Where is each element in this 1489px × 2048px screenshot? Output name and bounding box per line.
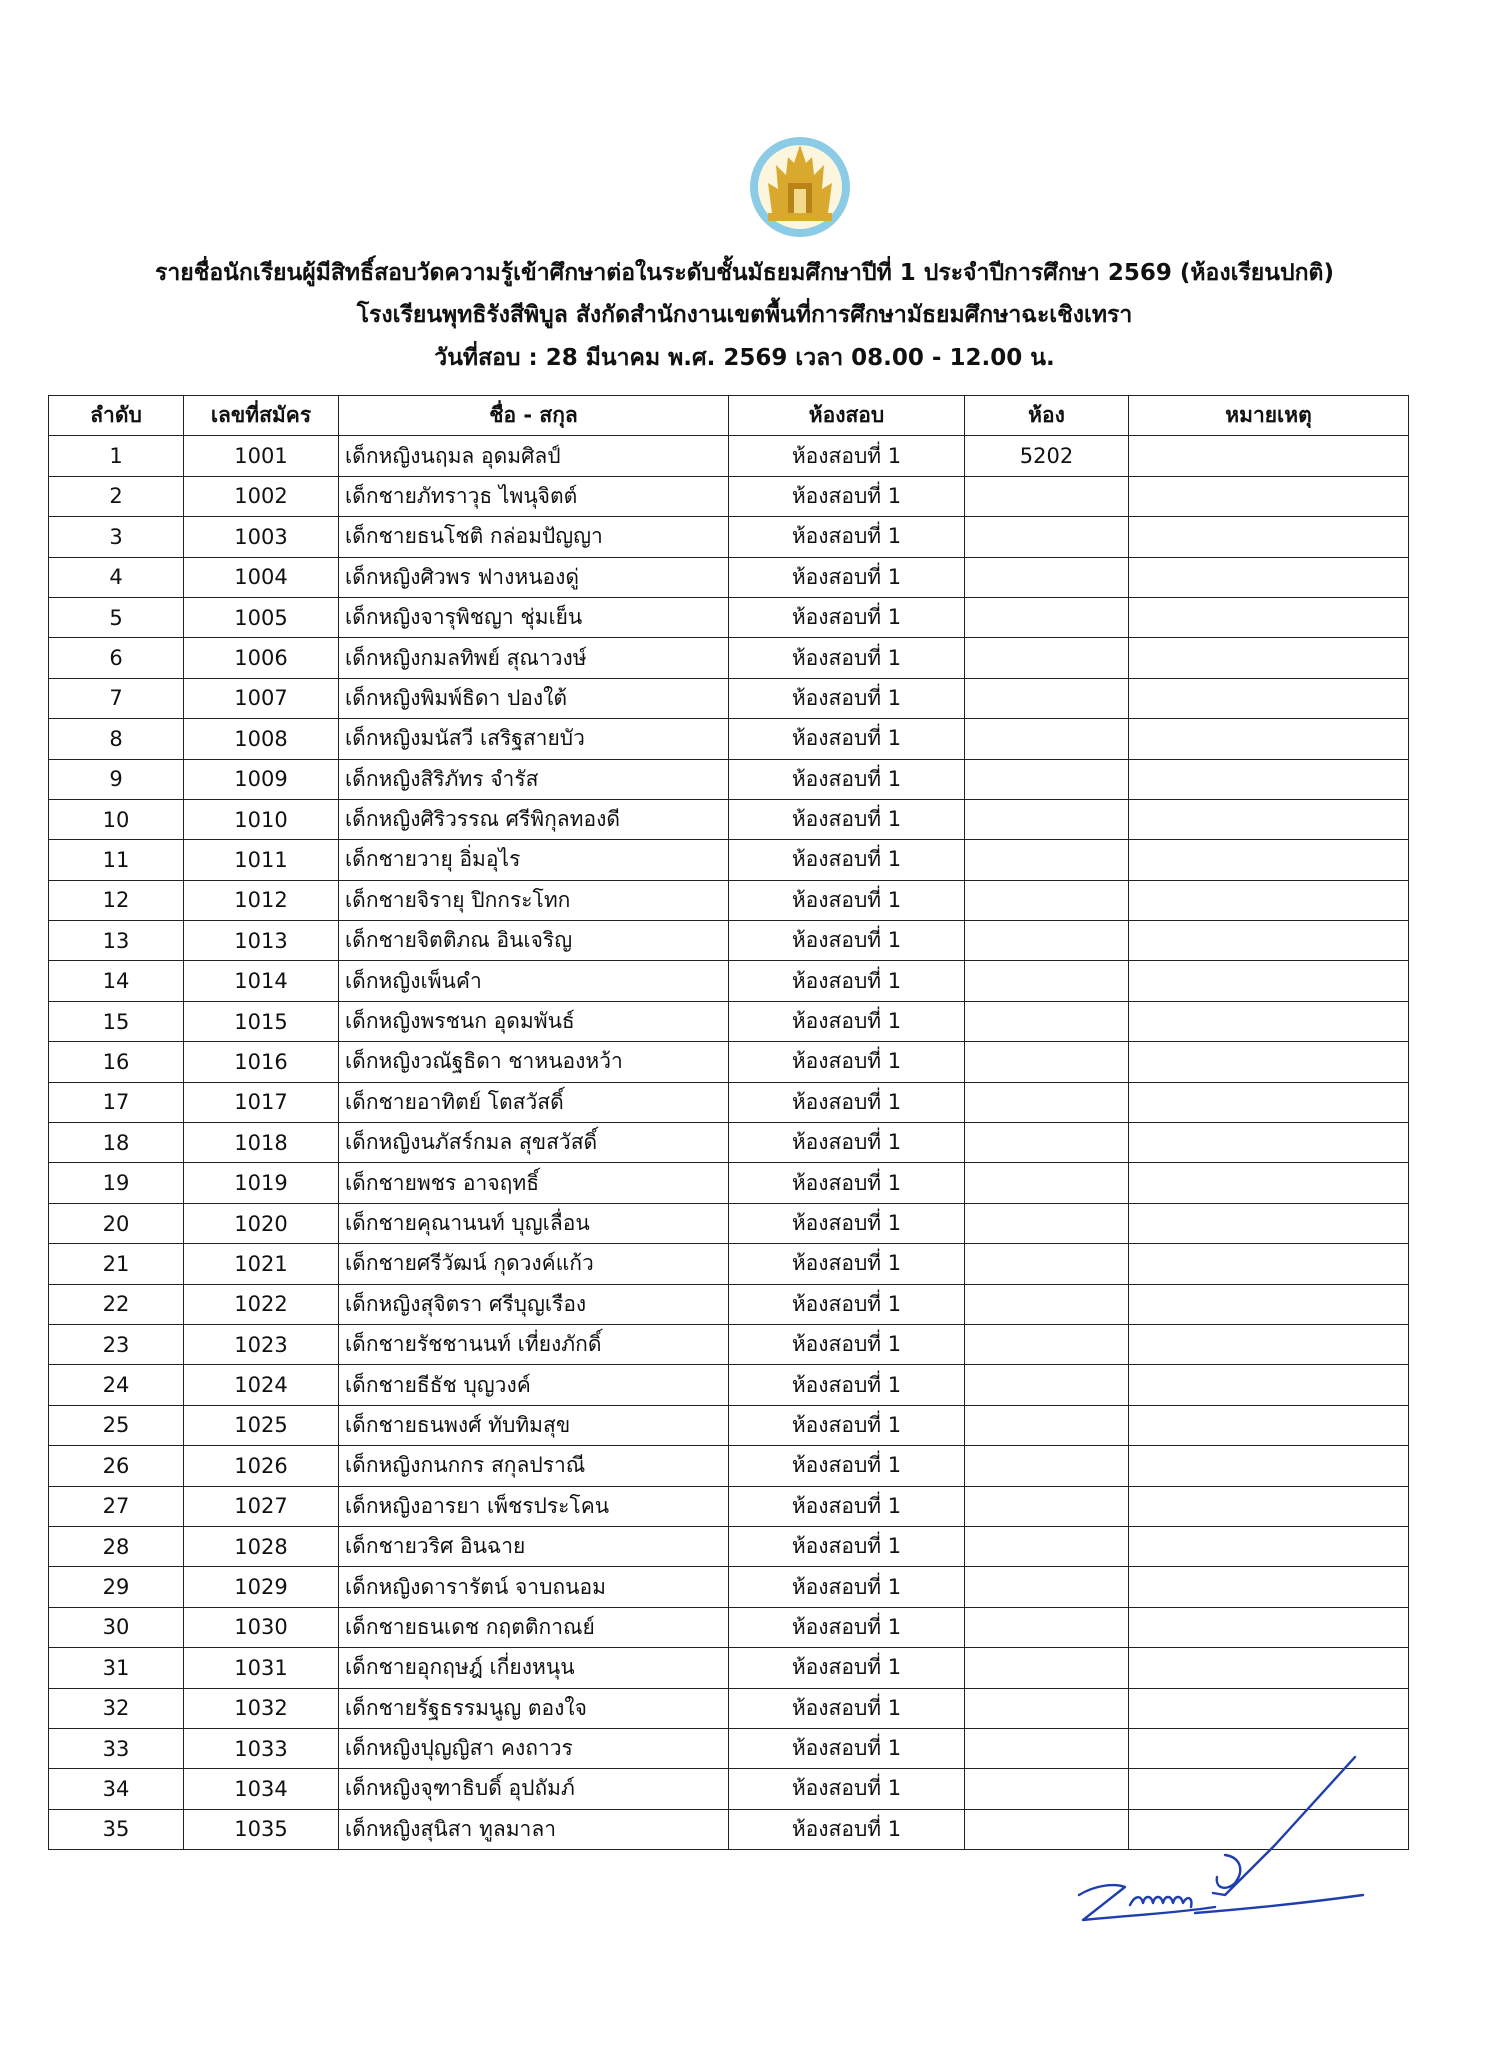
table-row bbox=[49, 961, 1409, 1001]
row-number: 30 bbox=[49, 1607, 184, 1647]
room-number bbox=[965, 1163, 1129, 1203]
exam-room: ห้องสอบที่ 1 bbox=[729, 476, 965, 516]
exam-room: ห้องสอบที่ 1 bbox=[729, 638, 965, 678]
application-number: 1024 bbox=[184, 1365, 339, 1405]
student-name: เด็กหญิงกมลทิพย์ สุณาวงษ์ bbox=[339, 638, 729, 678]
table-row bbox=[49, 921, 1409, 961]
student-name: เด็กหญิงนภัสร์กมล สุขสวัสดิ์ bbox=[339, 1123, 729, 1163]
row-number: 2 bbox=[49, 476, 184, 516]
row-number: 15 bbox=[49, 1001, 184, 1041]
room-number bbox=[965, 476, 1129, 516]
row-number: 5 bbox=[49, 597, 184, 637]
student-name: เด็กชายคุณานนท์ บุญเลื่อน bbox=[339, 1203, 729, 1243]
application-number: 1007 bbox=[184, 678, 339, 718]
exam-room: ห้องสอบที่ 1 bbox=[729, 1163, 965, 1203]
remark bbox=[1129, 1446, 1409, 1486]
room-number bbox=[965, 1567, 1129, 1607]
row-number: 11 bbox=[49, 840, 184, 880]
remark bbox=[1129, 1486, 1409, 1526]
application-number: 1018 bbox=[184, 1123, 339, 1163]
exam-room: ห้องสอบที่ 1 bbox=[729, 517, 965, 557]
application-number: 1010 bbox=[184, 799, 339, 839]
room-number bbox=[965, 961, 1129, 1001]
column-header-remark: หมายเหตุ bbox=[1129, 396, 1409, 436]
student-name: เด็กชายธนพงศ์ ทับทิมสุข bbox=[339, 1405, 729, 1445]
row-number: 23 bbox=[49, 1324, 184, 1364]
student-name: เด็กหญิงจารุพิชญา ชุ่มเย็น bbox=[339, 597, 729, 637]
application-number: 1031 bbox=[184, 1648, 339, 1688]
exam-room: ห้องสอบที่ 1 bbox=[729, 1688, 965, 1728]
table-row bbox=[49, 597, 1409, 637]
application-number: 1011 bbox=[184, 840, 339, 880]
exam-room: ห้องสอบที่ 1 bbox=[729, 1203, 965, 1243]
room-number bbox=[965, 1123, 1129, 1163]
room-number bbox=[965, 638, 1129, 678]
row-number: 14 bbox=[49, 961, 184, 1001]
student-name: เด็กชายรัชชานนท์ เที่ยงภักดิ์ bbox=[339, 1324, 729, 1364]
remark bbox=[1129, 1284, 1409, 1324]
column-header-room: ห้อง bbox=[965, 396, 1129, 436]
application-number: 1025 bbox=[184, 1405, 339, 1445]
room-number bbox=[965, 880, 1129, 920]
table-row bbox=[49, 1446, 1409, 1486]
exam-room: ห้องสอบที่ 1 bbox=[729, 1526, 965, 1566]
application-number: 1021 bbox=[184, 1244, 339, 1284]
exam-room: ห้องสอบที่ 1 bbox=[729, 759, 965, 799]
student-table bbox=[48, 395, 1409, 1850]
row-number: 3 bbox=[49, 517, 184, 557]
room-number bbox=[965, 1446, 1129, 1486]
remark bbox=[1129, 1123, 1409, 1163]
remark bbox=[1129, 1163, 1409, 1203]
student-name: เด็กชายจิตติภณ อินเจริญ bbox=[339, 921, 729, 961]
row-number: 13 bbox=[49, 921, 184, 961]
table-row bbox=[49, 759, 1409, 799]
table-row bbox=[49, 1405, 1409, 1445]
student-name: เด็กหญิงมนัสวี เสริฐสายบัว bbox=[339, 719, 729, 759]
student-name: เด็กชายรัฐธรรมนูญ ตองใจ bbox=[339, 1688, 729, 1728]
row-number: 6 bbox=[49, 638, 184, 678]
table-row bbox=[49, 1526, 1409, 1566]
row-number: 32 bbox=[49, 1688, 184, 1728]
row-number: 19 bbox=[49, 1163, 184, 1203]
table-row bbox=[49, 1324, 1409, 1364]
student-name: เด็กชายวริศ อินฉาย bbox=[339, 1526, 729, 1566]
room-number: 5202 bbox=[965, 436, 1129, 476]
table-row bbox=[49, 1648, 1409, 1688]
room-number bbox=[965, 1324, 1129, 1364]
exam-room: ห้องสอบที่ 1 bbox=[729, 557, 965, 597]
table-row bbox=[49, 678, 1409, 718]
table-row bbox=[49, 517, 1409, 557]
table-row bbox=[49, 557, 1409, 597]
column-header-application: เลขที่สมัคร bbox=[184, 396, 339, 436]
remark bbox=[1129, 557, 1409, 597]
exam-room: ห้องสอบที่ 1 bbox=[729, 1365, 965, 1405]
table-row bbox=[49, 1365, 1409, 1405]
application-number: 1023 bbox=[184, 1324, 339, 1364]
table-row bbox=[49, 436, 1409, 476]
application-number: 1028 bbox=[184, 1526, 339, 1566]
application-number: 1013 bbox=[184, 921, 339, 961]
student-name: เด็กหญิงเพ็นคำ bbox=[339, 961, 729, 1001]
room-number bbox=[965, 1526, 1129, 1566]
room-number bbox=[965, 597, 1129, 637]
exam-room: ห้องสอบที่ 1 bbox=[729, 1284, 965, 1324]
exam-room: ห้องสอบที่ 1 bbox=[729, 1446, 965, 1486]
application-number: 1029 bbox=[184, 1567, 339, 1607]
row-number: 4 bbox=[49, 557, 184, 597]
remark bbox=[1129, 597, 1409, 637]
column-header-exam-room: ห้องสอบ bbox=[729, 396, 965, 436]
remark bbox=[1129, 1405, 1409, 1445]
remark bbox=[1129, 1324, 1409, 1364]
exam-room: ห้องสอบที่ 1 bbox=[729, 1324, 965, 1364]
room-number bbox=[965, 1648, 1129, 1688]
remark bbox=[1129, 759, 1409, 799]
remark bbox=[1129, 840, 1409, 880]
application-number: 1009 bbox=[184, 759, 339, 799]
exam-room: ห้องสอบที่ 1 bbox=[729, 1001, 965, 1041]
application-number: 1026 bbox=[184, 1446, 339, 1486]
remark bbox=[1129, 719, 1409, 759]
row-number: 1 bbox=[49, 436, 184, 476]
table-row bbox=[49, 1203, 1409, 1243]
student-name: เด็กชายธีธัช บุญวงค์ bbox=[339, 1365, 729, 1405]
row-number: 35 bbox=[49, 1809, 184, 1849]
application-number: 1022 bbox=[184, 1284, 339, 1324]
application-number: 1020 bbox=[184, 1203, 339, 1243]
remark bbox=[1129, 1648, 1409, 1688]
student-name: เด็กชายอาทิตย์ โตสวัสดิ์ bbox=[339, 1082, 729, 1122]
column-header-name: ชื่อ - สกุล bbox=[339, 396, 729, 436]
application-number: 1005 bbox=[184, 597, 339, 637]
remark bbox=[1129, 1001, 1409, 1041]
application-number: 1033 bbox=[184, 1728, 339, 1768]
student-name: เด็กชายวายุ อิ่มอุไร bbox=[339, 840, 729, 880]
student-name: เด็กหญิงสุจิตรา ศรีบุญเรือง bbox=[339, 1284, 729, 1324]
room-number bbox=[965, 1284, 1129, 1324]
room-number bbox=[965, 1486, 1129, 1526]
document-title: รายชื่อนักเรียนผู้มีสิทธิ์สอบวัดความรู้เข้าศึกษาต่อในระดับชั้นมัธยมศึกษาปีที่ 1 ประจำปีการศึกษา 2569 (ห้องเรียนปกติ) bbox=[155, 260, 1334, 286]
student-name: เด็กหญิงวณัฐธิดา ชาหนองหว้า bbox=[339, 1042, 729, 1082]
exam-room: ห้องสอบที่ 1 bbox=[729, 799, 965, 839]
row-number: 25 bbox=[49, 1405, 184, 1445]
table-row bbox=[49, 880, 1409, 920]
table-row bbox=[49, 1042, 1409, 1082]
remark bbox=[1129, 1567, 1409, 1607]
application-number: 1003 bbox=[184, 517, 339, 557]
school-emblem-icon bbox=[748, 135, 852, 239]
remark bbox=[1129, 1365, 1409, 1405]
room-number bbox=[965, 678, 1129, 718]
exam-room: ห้องสอบที่ 1 bbox=[729, 1486, 965, 1526]
row-number: 9 bbox=[49, 759, 184, 799]
student-name: เด็กหญิงปุญญิสา คงถาวร bbox=[339, 1728, 729, 1768]
row-number: 22 bbox=[49, 1284, 184, 1324]
table-row bbox=[49, 1486, 1409, 1526]
exam-room: ห้องสอบที่ 1 bbox=[729, 921, 965, 961]
exam-room: ห้องสอบที่ 1 bbox=[729, 880, 965, 920]
room-number bbox=[965, 921, 1129, 961]
row-number: 33 bbox=[49, 1728, 184, 1768]
row-number: 31 bbox=[49, 1648, 184, 1688]
room-number bbox=[965, 719, 1129, 759]
remark bbox=[1129, 1082, 1409, 1122]
exam-room: ห้องสอบที่ 1 bbox=[729, 1405, 965, 1445]
school-name: โรงเรียนพุทธิรังสีพิบูล สังกัดสำนักงานเขตพื้นที่การศึกษามัธยมศึกษาฉะเชิงเทรา bbox=[356, 302, 1133, 328]
room-number bbox=[965, 1244, 1129, 1284]
row-number: 28 bbox=[49, 1526, 184, 1566]
remark bbox=[1129, 961, 1409, 1001]
exam-room: ห้องสอบที่ 1 bbox=[729, 1567, 965, 1607]
table-row bbox=[49, 1001, 1409, 1041]
application-number: 1008 bbox=[184, 719, 339, 759]
table-row bbox=[49, 1284, 1409, 1324]
application-number: 1017 bbox=[184, 1082, 339, 1122]
room-number bbox=[965, 517, 1129, 557]
room-number bbox=[965, 1365, 1129, 1405]
table-row bbox=[49, 1607, 1409, 1647]
remark bbox=[1129, 1042, 1409, 1082]
row-number: 20 bbox=[49, 1203, 184, 1243]
remark bbox=[1129, 1688, 1409, 1728]
row-number: 34 bbox=[49, 1769, 184, 1809]
exam-room: ห้องสอบที่ 1 bbox=[729, 1042, 965, 1082]
exam-room: ห้องสอบที่ 1 bbox=[729, 1123, 965, 1163]
student-name: เด็กหญิงสุนิสา ทูลมาลา bbox=[339, 1809, 729, 1849]
exam-room: ห้องสอบที่ 1 bbox=[729, 436, 965, 476]
signature-icon bbox=[1075, 1745, 1375, 1935]
exam-room: ห้องสอบที่ 1 bbox=[729, 1728, 965, 1768]
exam-room: ห้องสอบที่ 1 bbox=[729, 1082, 965, 1122]
remark bbox=[1129, 921, 1409, 961]
room-number bbox=[965, 1042, 1129, 1082]
row-number: 21 bbox=[49, 1244, 184, 1284]
student-name: เด็กหญิงศิวพร ฟางหนองดู่ bbox=[339, 557, 729, 597]
remark bbox=[1129, 638, 1409, 678]
row-number: 29 bbox=[49, 1567, 184, 1607]
table-row bbox=[49, 1244, 1409, 1284]
remark bbox=[1129, 880, 1409, 920]
application-number: 1006 bbox=[184, 638, 339, 678]
remark bbox=[1129, 1244, 1409, 1284]
student-name: เด็กหญิงพรชนก อุดมพันธ์ bbox=[339, 1001, 729, 1041]
room-number bbox=[965, 1607, 1129, 1647]
student-name: เด็กชายจิรายุ ปิกกระโทก bbox=[339, 880, 729, 920]
student-name: เด็กหญิงพิมพ์ธิดา ปองใต้ bbox=[339, 678, 729, 718]
table-row bbox=[49, 799, 1409, 839]
table-row bbox=[49, 638, 1409, 678]
remark bbox=[1129, 799, 1409, 839]
table-header-row bbox=[49, 396, 1409, 436]
application-number: 1015 bbox=[184, 1001, 339, 1041]
row-number: 24 bbox=[49, 1365, 184, 1405]
exam-room: ห้องสอบที่ 1 bbox=[729, 1648, 965, 1688]
student-name: เด็กหญิงกนกกร สกุลปราณี bbox=[339, 1446, 729, 1486]
student-name: เด็กหญิงสิริภัทร จำรัส bbox=[339, 759, 729, 799]
exam-room: ห้องสอบที่ 1 bbox=[729, 719, 965, 759]
application-number: 1002 bbox=[184, 476, 339, 516]
exam-room: ห้องสอบที่ 1 bbox=[729, 961, 965, 1001]
exam-date: วันที่สอบ : 28 มีนาคม พ.ศ. 2569 เวลา 08.00 - 12.00 น. bbox=[434, 345, 1055, 371]
room-number bbox=[965, 1082, 1129, 1122]
room-number bbox=[965, 1001, 1129, 1041]
row-number: 10 bbox=[49, 799, 184, 839]
exam-room: ห้องสอบที่ 1 bbox=[729, 1769, 965, 1809]
remark bbox=[1129, 1526, 1409, 1566]
row-number: 27 bbox=[49, 1486, 184, 1526]
row-number: 26 bbox=[49, 1446, 184, 1486]
application-number: 1001 bbox=[184, 436, 339, 476]
table-row bbox=[49, 1567, 1409, 1607]
table-row bbox=[49, 1163, 1409, 1203]
row-number: 7 bbox=[49, 678, 184, 718]
exam-room: ห้องสอบที่ 1 bbox=[729, 840, 965, 880]
exam-room: ห้องสอบที่ 1 bbox=[729, 1607, 965, 1647]
application-number: 1016 bbox=[184, 1042, 339, 1082]
student-name: เด็กหญิงจุฑาธิบดิ์ อุปถัมภ์ bbox=[339, 1769, 729, 1809]
table-row bbox=[49, 719, 1409, 759]
application-number: 1014 bbox=[184, 961, 339, 1001]
student-name: เด็กหญิงศิริวรรณ ศรีพิกุลทองดี bbox=[339, 799, 729, 839]
student-name: เด็กชายพชร อาจฤทธิ์ bbox=[339, 1163, 729, 1203]
application-number: 1034 bbox=[184, 1769, 339, 1809]
student-name: เด็กชายธนโชติ กล่อมปัญญา bbox=[339, 517, 729, 557]
application-number: 1035 bbox=[184, 1809, 339, 1849]
remark bbox=[1129, 436, 1409, 476]
room-number bbox=[965, 759, 1129, 799]
student-name: เด็กหญิงดารารัตน์ จาบถนอม bbox=[339, 1567, 729, 1607]
application-number: 1030 bbox=[184, 1607, 339, 1647]
application-number: 1019 bbox=[184, 1163, 339, 1203]
application-number: 1004 bbox=[184, 557, 339, 597]
exam-room: ห้องสอบที่ 1 bbox=[729, 678, 965, 718]
student-name: เด็กชายภัทราวุธ ไพนุจิตต์ bbox=[339, 476, 729, 516]
remark bbox=[1129, 517, 1409, 557]
exam-room: ห้องสอบที่ 1 bbox=[729, 1244, 965, 1284]
row-number: 12 bbox=[49, 880, 184, 920]
student-name: เด็กชายธนเดช กฤตติกาณย์ bbox=[339, 1607, 729, 1647]
column-header-no: ลำดับ bbox=[49, 396, 184, 436]
remark bbox=[1129, 1203, 1409, 1243]
row-number: 17 bbox=[49, 1082, 184, 1122]
application-number: 1027 bbox=[184, 1486, 339, 1526]
row-number: 18 bbox=[49, 1123, 184, 1163]
room-number bbox=[965, 1688, 1129, 1728]
exam-room: ห้องสอบที่ 1 bbox=[729, 1809, 965, 1849]
table-row bbox=[49, 840, 1409, 880]
table-row bbox=[49, 1688, 1409, 1728]
student-name: เด็กชายอุกฤษฎ์ เกี่ยงหนุน bbox=[339, 1648, 729, 1688]
room-number bbox=[965, 799, 1129, 839]
row-number: 16 bbox=[49, 1042, 184, 1082]
remark bbox=[1129, 1607, 1409, 1647]
student-name: เด็กชายศรีวัฒน์ กุดวงค์แก้ว bbox=[339, 1244, 729, 1284]
room-number bbox=[965, 557, 1129, 597]
table-row bbox=[49, 1082, 1409, 1122]
student-name: เด็กหญิงนฤมล อุดมศิลป์ bbox=[339, 436, 729, 476]
table-row bbox=[49, 476, 1409, 516]
remark bbox=[1129, 476, 1409, 516]
student-name: เด็กหญิงอารยา เพ็ชรประโคน bbox=[339, 1486, 729, 1526]
room-number bbox=[965, 1203, 1129, 1243]
exam-room: ห้องสอบที่ 1 bbox=[729, 597, 965, 637]
room-number bbox=[965, 1405, 1129, 1445]
application-number: 1012 bbox=[184, 880, 339, 920]
application-number: 1032 bbox=[184, 1688, 339, 1728]
remark bbox=[1129, 678, 1409, 718]
room-number bbox=[965, 840, 1129, 880]
row-number: 8 bbox=[49, 719, 184, 759]
table-row bbox=[49, 1123, 1409, 1163]
